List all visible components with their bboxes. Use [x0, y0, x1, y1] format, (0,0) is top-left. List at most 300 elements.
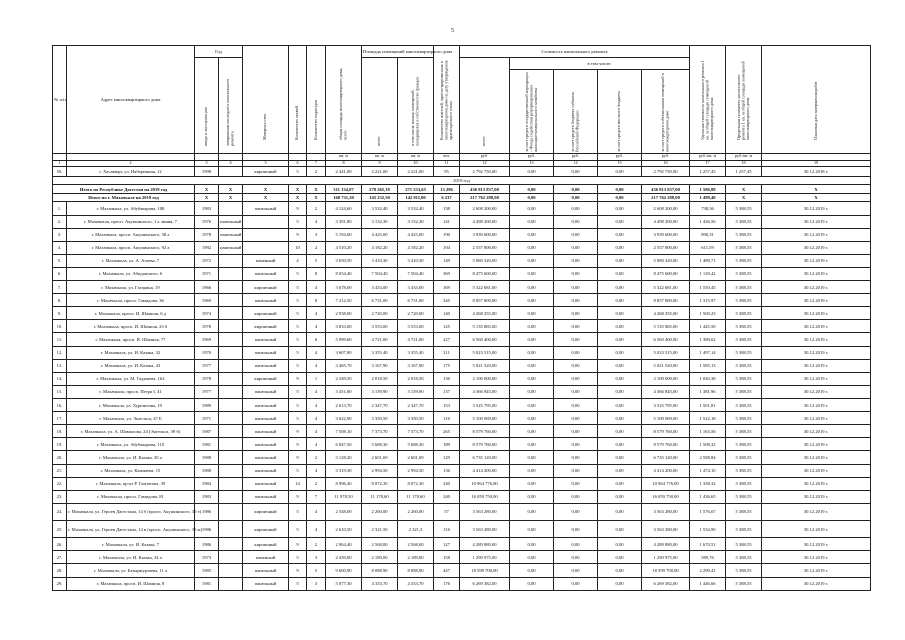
table-cell: 4 366 845,00 — [460, 385, 510, 398]
table-cell: 26. — [53, 538, 67, 551]
table-cell — [219, 464, 243, 477]
table-row — [53, 241, 871, 254]
table-cell: X — [762, 193, 871, 202]
table-cell: 211 — [434, 346, 460, 359]
table-cell: 2 588,84 — [690, 451, 726, 464]
table-cell: 6 731,00 — [362, 294, 398, 307]
table-cell: г. Махачкала, ул. И. Казака, 7 — [67, 538, 195, 551]
table-row — [53, 267, 871, 280]
table-row — [53, 451, 871, 464]
table-cell: 3 465,70 — [326, 359, 362, 372]
table-cell: 1973 — [195, 551, 219, 564]
table-cell: 589,76 — [690, 551, 726, 564]
table-cell: 3 355,40 — [362, 346, 398, 359]
table-cell: 3 622,90 — [326, 412, 362, 425]
table-cell: 227 — [434, 333, 460, 346]
table-cell: 0,00 — [554, 215, 598, 228]
table-cell: 5 — [289, 294, 307, 307]
table-cell — [219, 451, 243, 464]
table-cell: 0,00 — [510, 294, 554, 307]
table-row — [53, 490, 871, 503]
table-cell: 0,00 — [554, 241, 598, 254]
table-cell: 13. — [53, 359, 67, 372]
table-cell: 1 670,51 — [690, 538, 726, 551]
table-cell: 30.12.2019 г. — [762, 320, 871, 333]
table-cell: 6 237 — [434, 193, 460, 202]
table-cell: 0,00 — [598, 490, 642, 503]
table-cell: 2 — [307, 241, 326, 254]
table-cell: 0,00 — [510, 193, 554, 202]
table-cell: 0,00 — [554, 307, 598, 320]
table-cell: 8 088,90 — [398, 564, 434, 577]
table-cell: г. Хасавюрт, ул. Набережная, 12 — [67, 167, 195, 177]
table-cell: 5 — [307, 564, 326, 577]
table-cell: 0,00 — [554, 254, 598, 267]
table-cell: 50. — [53, 167, 67, 177]
table-cell — [219, 564, 243, 577]
table-cell: 2 792 750,00 — [460, 167, 510, 177]
table-cell: 30.12.2019 г. — [762, 521, 871, 538]
table-cell: г. Махачкала, просп. И. Шамиля, 23 б — [67, 320, 195, 333]
table-cell: 5 388,55 — [726, 241, 762, 254]
table-cell: X — [195, 185, 219, 194]
table-cell: 5 388,55 — [726, 503, 762, 520]
table-cell: 0,00 — [510, 228, 554, 241]
table-cell: 194 — [434, 241, 460, 254]
table-cell: 30.12.2018 г. — [762, 167, 871, 177]
table-cell: 2 260,00 — [362, 503, 398, 520]
table-cell: 4 — [219, 160, 243, 167]
table-cell: 136 — [434, 464, 460, 477]
table-cell: 1970 — [195, 346, 219, 359]
table-cell: 1 534,90 — [690, 521, 726, 538]
table-cell: 611,59 — [690, 241, 726, 254]
table-cell: 8 996,40 — [326, 477, 362, 490]
table-cell: панельный — [243, 577, 289, 590]
table-row — [53, 577, 871, 590]
table-cell: 158 — [434, 551, 460, 564]
table-cell: 3 553,00 — [362, 320, 398, 333]
table-cell: 4 498 200,00 — [460, 215, 510, 228]
header-wall-material: Материал стен — [243, 46, 289, 154]
table-cell — [219, 521, 243, 538]
table-cell: 5 135 865,00 — [460, 320, 510, 333]
table-cell: 4 — [307, 464, 326, 477]
table-cell: 18. — [53, 425, 67, 438]
table-cell: 13 296 — [434, 185, 460, 194]
table-cell: г. Махачкала, ул. Хуршилова, 19 — [67, 399, 195, 412]
table-cell: 30.12.2019 г. — [762, 399, 871, 412]
table-cell: 30.12.2019 г. — [762, 551, 871, 564]
table-cell: г. Махачкала, ул. И. Казака, 34 а — [67, 551, 195, 564]
table-cell: 0,00 — [598, 425, 642, 438]
table-cell: 0,00 — [598, 464, 642, 477]
table-cell: г. Махачкала, просп. Акушинского, 92 а — [67, 241, 195, 254]
table-cell: 9 — [289, 438, 307, 451]
table-cell: 1981 — [195, 577, 219, 590]
table-row — [53, 538, 871, 551]
table-cell: 141 — [434, 215, 460, 228]
table-cell: 5 388,55 — [726, 307, 762, 320]
table-cell: 0,00 — [554, 521, 598, 538]
table-cell — [219, 490, 243, 503]
table-cell: 4 — [307, 346, 326, 359]
table-cell: 129 — [434, 451, 460, 464]
table-cell: 0,00 — [510, 333, 554, 346]
table-cell: 3 167,90 — [362, 359, 398, 372]
table-cell: 189 — [434, 438, 460, 451]
table-cell: руб./кв. м — [726, 154, 762, 161]
table-cell: 30.12.2019 г. — [762, 359, 871, 372]
table-cell: 16 059 750,00 — [642, 490, 690, 503]
table-cell: 0,00 — [554, 320, 598, 333]
table-cell: 0,00 — [510, 425, 554, 438]
table-cell: кирпичный — [243, 307, 289, 320]
table-cell: 0,00 — [510, 185, 554, 194]
table-cell: 6. — [53, 267, 67, 280]
table-cell: 30.12.2019 г. — [762, 490, 871, 503]
table-cell: 4 425,00 — [398, 228, 434, 241]
table-cell: 4 — [307, 215, 326, 228]
table-cell: 0,00 — [554, 577, 598, 590]
table-cell: г. Махачкала, просп. Петра I, 41 — [67, 385, 195, 398]
table-cell: X — [726, 185, 762, 194]
header-premises-total: всего — [362, 58, 398, 154]
table-cell: 21. — [53, 464, 67, 477]
table-cell: 271 533,65 — [398, 185, 434, 194]
table-cell: г. Махачкала, просп. И. Шамиля, 6 д — [67, 307, 195, 320]
table-cell: 3 350,50 — [398, 412, 434, 425]
table-row — [53, 202, 871, 215]
table-cell: 2 610,50 — [326, 521, 362, 538]
table-cell: 0,00 — [554, 281, 598, 294]
table-cell: г. Махачкала, ул. И. Казака, 32 — [67, 346, 195, 359]
table-cell — [219, 346, 243, 359]
total-row — [53, 193, 871, 202]
table-cell: 4 414 200,00 — [642, 464, 690, 477]
table-cell: 7 212,50 — [326, 294, 362, 307]
table-cell: 0,00 — [598, 281, 642, 294]
table-cell: 0,00 — [554, 464, 598, 477]
table-cell: 1988 — [195, 451, 219, 464]
table-cell: 3 607,80 — [326, 346, 362, 359]
table-cell: 153 — [434, 399, 460, 412]
table-cell: 5 388,55 — [726, 451, 762, 464]
table-cell: 3 — [195, 160, 219, 167]
table-cell: 2 938,00 — [326, 307, 362, 320]
table-cell: 30.12.2019 г. — [762, 464, 871, 477]
table-cell: 5 388,55 — [726, 538, 762, 551]
table-cell: 7 373,70 — [362, 425, 398, 438]
table-cell: 0,00 — [554, 294, 598, 307]
table-cell: 2 249,50 — [326, 372, 362, 385]
table-cell: 5 388,55 — [726, 333, 762, 346]
table-cell: 23. — [53, 490, 67, 503]
table-cell: руб. — [554, 154, 598, 161]
table-cell — [219, 538, 243, 551]
table-cell: 1977 — [195, 385, 219, 398]
table-cell: 3 939 600,00 — [460, 228, 510, 241]
table-cell: X — [307, 185, 326, 194]
table-cell: 5 388,55 — [726, 490, 762, 503]
table-cell: 5 — [243, 160, 289, 167]
header-floors: Количество этажей — [289, 46, 307, 154]
table-cell: 2 260,00 — [398, 503, 434, 520]
table-cell: 5 — [289, 346, 307, 359]
table-row — [53, 412, 871, 425]
table-cell: 0,00 — [598, 564, 642, 577]
page-number: 5 — [451, 28, 454, 34]
table-row — [53, 521, 871, 538]
table-cell: 0,00 — [598, 267, 642, 280]
table-cell: 1. — [53, 202, 67, 215]
table-cell: 3 152,30 — [398, 215, 434, 228]
table-row — [53, 372, 871, 385]
year-label: 2019 год — [53, 177, 871, 185]
table-cell: 0,00 — [554, 228, 598, 241]
table-cell: 0,00 — [510, 215, 554, 228]
table-cell: 0,00 — [554, 503, 598, 520]
table-cell: панельный — [243, 477, 289, 490]
table-cell: 5 322 681,00 — [642, 281, 690, 294]
table-cell: 8 — [307, 267, 326, 280]
table-cell: г. Махачкала, ул. Гагарина, 19 — [67, 281, 195, 294]
table-cell: г. Махачкала, ул. Героев Дагестана, 14 в (просп. Акушинского, 30 ж) — [67, 521, 195, 538]
header-cost-owners: за счет средств собственников помещений в многоквартирном доме — [642, 70, 690, 154]
header-premises-living: в том числе жилых помещений, находящихся в собственности граждан — [398, 58, 434, 154]
table-cell: 2. — [53, 215, 67, 228]
table-cell: 4 425,00 — [362, 228, 398, 241]
table-cell: 369 — [434, 267, 460, 280]
table-cell: 1998 — [195, 167, 219, 177]
table-cell: 4 — [307, 320, 326, 333]
table-cell: кирпичный — [243, 281, 289, 294]
table-cell: 5 388,55 — [726, 564, 762, 577]
table-cell: 6 735 120,00 — [642, 451, 690, 464]
table-cell — [219, 307, 243, 320]
table-cell: 5 388,55 — [726, 215, 762, 228]
table-cell: 142 911,00 — [398, 193, 434, 202]
table-cell: 1983 — [195, 490, 219, 503]
table-cell: 2 568,00 — [362, 538, 398, 551]
table-cell: 2 347,70 — [362, 399, 398, 412]
table-cell: 0,00 — [510, 451, 554, 464]
header-total-area: общая площадь многоквартирного дома, всего — [326, 46, 362, 154]
table-cell: 0,00 — [598, 241, 642, 254]
table-cell: 3 563 280,00 — [460, 503, 510, 520]
table-cell: 5 — [289, 320, 307, 333]
table-cell: каменный — [243, 551, 289, 564]
table-cell: 160 731,20 — [326, 193, 362, 202]
table-cell: 30.12.2019 г. — [762, 564, 871, 577]
table-cell: 0,00 — [598, 551, 642, 564]
table-row — [53, 477, 871, 490]
table-cell: 2 994,50 — [362, 464, 398, 477]
table-row — [53, 503, 871, 520]
table-cell — [219, 294, 243, 307]
table-cell: 2 — [307, 202, 326, 215]
table-cell: 1 426,56 — [690, 215, 726, 228]
table-cell: 436 813 837,00 — [460, 185, 510, 194]
table-cell: 4. — [53, 241, 67, 254]
table-cell: г. Махачкала, ул. Каммаева, 15 — [67, 464, 195, 477]
table-cell: 0,00 — [510, 202, 554, 215]
table-cell: 1 — [53, 160, 67, 167]
table-cell: 145 232,50 — [362, 193, 398, 202]
total-row — [53, 185, 871, 194]
table-cell: 0,00 — [598, 167, 642, 177]
table-cell: 1992 — [195, 241, 219, 254]
table-cell: 2 557 800,00 — [460, 241, 510, 254]
table-cell: 9 — [289, 490, 307, 503]
table-cell: панельный — [243, 425, 289, 438]
table-cell: 1 550,45 — [690, 281, 726, 294]
table-cell: 0,00 — [598, 477, 642, 490]
table-cell: 8 579 760,00 — [642, 438, 690, 451]
table-cell: 4 — [307, 307, 326, 320]
table-cell: 16. — [53, 399, 67, 412]
table-cell — [219, 333, 243, 346]
table-cell: 5 — [307, 254, 326, 267]
table-cell: 30.12.2019 г. — [762, 333, 871, 346]
table-cell: 30.12.2019 г. — [762, 372, 871, 385]
table-cell: 4 289 880,00 — [460, 538, 510, 551]
table-cell: 30.12.2019 г. — [762, 202, 871, 215]
table-cell — [219, 438, 243, 451]
table-cell: 5 — [289, 281, 307, 294]
table-cell: 0,00 — [554, 202, 598, 215]
table-cell: руб. — [510, 154, 554, 161]
table-cell: 6 — [307, 333, 326, 346]
table-cell: панельный — [243, 399, 289, 412]
table-cell: X — [289, 193, 307, 202]
table-cell: 3 159,90 — [362, 385, 398, 398]
table-cell: 0,00 — [554, 385, 598, 398]
table-cell: руб. — [460, 154, 510, 161]
table-cell — [219, 551, 243, 564]
table-cell: панельный — [243, 294, 289, 307]
table-cell: 3 833,00 — [326, 320, 362, 333]
table-cell: 7 — [307, 160, 326, 167]
table-cell: панельный — [243, 202, 289, 215]
table-cell: 149 — [434, 254, 460, 267]
table-cell: 2 — [307, 477, 326, 490]
table-cell: 5 388,55 — [726, 477, 762, 490]
table-cell: 0,00 — [510, 503, 554, 520]
table-cell: 2 792 750,00 — [642, 167, 690, 177]
table-cell: 1988 — [195, 464, 219, 477]
table-cell: панельный — [243, 438, 289, 451]
table-cell: 1 040,38 — [690, 372, 726, 385]
table-cell: 4 — [307, 385, 326, 398]
table-cell: 4 268 355,00 — [460, 307, 510, 320]
table-cell: 5 388,55 — [726, 202, 762, 215]
table-cell: 1977 — [195, 359, 219, 372]
table-cell: 116 — [434, 521, 460, 538]
table-cell: 30.12.2019 г. — [762, 425, 871, 438]
table-cell: 0,00 — [510, 538, 554, 551]
table-cell: 2 964,40 — [326, 538, 362, 551]
table-cell: 6 269 382,00 — [460, 577, 510, 590]
table-cell: панельный — [243, 333, 289, 346]
table-cell: 12. — [53, 346, 67, 359]
table-cell: 6 847,50 — [326, 438, 362, 451]
table-cell: 2 — [307, 167, 326, 177]
table-cell: 95 — [434, 167, 460, 177]
table-cell: 3 451,00 — [326, 385, 362, 398]
table-cell: 0,00 — [510, 564, 554, 577]
table-cell: 5 388,55 — [726, 294, 762, 307]
table-cell: 19 — [762, 160, 871, 167]
table-cell: 4 — [307, 281, 326, 294]
table-cell: 1 358,32 — [690, 477, 726, 490]
header-deadline: Плановая дата завершения работ — [762, 46, 871, 154]
table-cell: 1976 — [195, 215, 219, 228]
table-cell: 5 023 515,00 — [460, 346, 510, 359]
table-cell: панельный — [243, 346, 289, 359]
table-cell: 2 568,00 — [398, 538, 434, 551]
table-cell: 30.12.2019 г. — [762, 477, 871, 490]
table-cell: 8. — [53, 294, 67, 307]
table-cell: 30.12.2019 г. — [762, 241, 871, 254]
table-cell: панельный — [219, 215, 243, 228]
table-cell: 7 508,10 — [326, 425, 362, 438]
table-cell: 138 — [434, 202, 460, 215]
table-cell: чел. — [434, 154, 460, 161]
table-cell: кв. м — [362, 154, 398, 161]
table-cell: 30.12.2019 г. — [762, 412, 871, 425]
table-cell — [243, 215, 289, 228]
table-cell: 1971 — [195, 412, 219, 425]
table-cell: 17. — [53, 412, 67, 425]
table-cell: 4 — [307, 521, 326, 538]
table-cell — [243, 241, 289, 254]
table-cell: 1981 — [195, 438, 219, 451]
table-cell: 0,00 — [554, 333, 598, 346]
table-cell: 3. — [53, 228, 67, 241]
table-cell: 5 388,55 — [726, 281, 762, 294]
table-cell: г. Махачкала, ул. И. Казака, 30 а — [67, 451, 195, 464]
table-cell: 9 — [289, 202, 307, 215]
table-cell: г. Махачкала, ул. М. Гаджиева, 162 — [67, 372, 195, 385]
table-cell: 57 — [434, 503, 460, 520]
table-cell: 125 — [434, 320, 460, 333]
table-cell: 30.12.2019 г. — [762, 438, 871, 451]
table-cell: 169 — [434, 281, 460, 294]
table-cell — [219, 359, 243, 372]
table-cell: 278 265,18 — [362, 185, 398, 194]
table-cell: 30.12.2019 г. — [762, 385, 871, 398]
table-cell: 30.12.2019 г. — [762, 577, 871, 590]
table-cell: 1989 — [195, 399, 219, 412]
table-cell: панельный — [219, 228, 243, 241]
table-cell: 0,00 — [510, 399, 554, 412]
table-cell: 4 498 200,00 — [642, 215, 690, 228]
table-cell: 3 — [307, 228, 326, 241]
table-cell: 0,00 — [554, 267, 598, 280]
table-cell: 3 553,00 — [398, 320, 434, 333]
table-cell: 0,00 — [554, 412, 598, 425]
table-cell: 1 163,56 — [690, 425, 726, 438]
table-cell: 30.12.2019 г. — [762, 267, 871, 280]
table-cell: 5 688,30 — [362, 438, 398, 451]
table-cell: 2 321,50 — [362, 521, 398, 538]
table-cell: 738,36 — [690, 202, 726, 215]
table-cell: 0,00 — [598, 521, 642, 538]
table-cell: 0,00 — [598, 320, 642, 333]
table-cell: 9 — [289, 451, 307, 464]
table-cell: 0,00 — [598, 372, 642, 385]
